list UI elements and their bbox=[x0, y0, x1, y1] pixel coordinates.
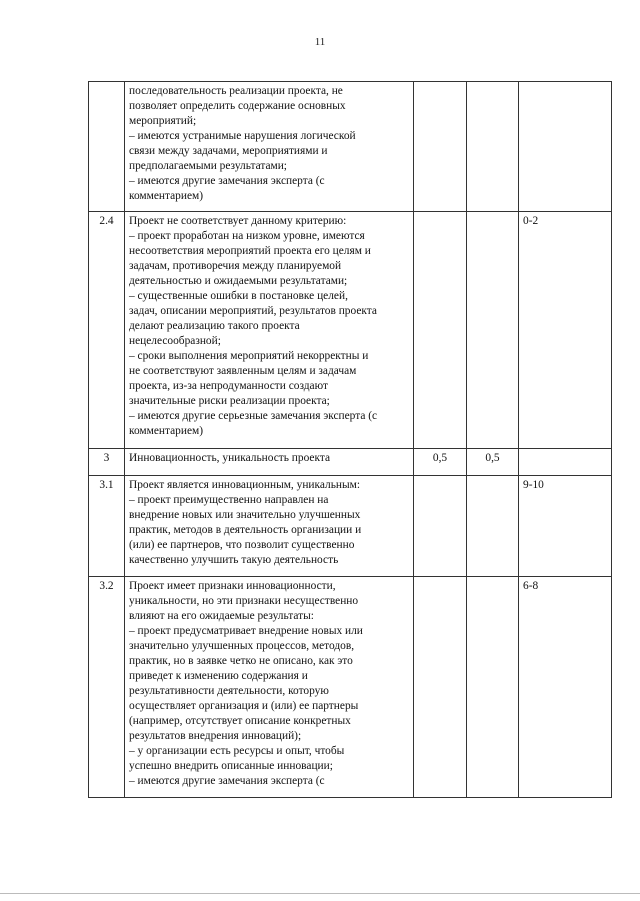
criterion-number bbox=[89, 82, 125, 212]
coefficient-cell bbox=[467, 577, 519, 798]
criterion-title: Инновационность, уникальность проекта bbox=[129, 452, 331, 464]
description-line: Проект не соответствует данному критерию: bbox=[129, 215, 347, 227]
weight-cell bbox=[414, 476, 467, 577]
description-line: Проект является инновационным, уникальным: bbox=[129, 479, 361, 491]
description-line: делают реализацию такого проекта bbox=[129, 320, 300, 332]
description-line: мероприятий; bbox=[129, 115, 197, 127]
description-line: комментарием) bbox=[129, 190, 204, 202]
criterion-number: 3 bbox=[89, 449, 125, 476]
criteria-table-body bbox=[89, 82, 612, 798]
page-bottom-edge bbox=[0, 893, 640, 894]
description-line: проекта, из-за непродуманности создают bbox=[129, 380, 328, 392]
criterion-number: 3.1 bbox=[89, 476, 125, 577]
description-line: – имеются устранимые нарушения логической bbox=[129, 130, 356, 142]
description-line: (например, отсутствует описание конкретных bbox=[129, 715, 351, 727]
description-line: приведет к изменению содержания и bbox=[129, 670, 308, 682]
criterion-number: 3.2 bbox=[89, 577, 125, 798]
description-line: осуществляет организация и (или) ее партнеры bbox=[129, 700, 359, 712]
criterion-description bbox=[125, 82, 414, 212]
description-line: – проект предусматривает внедрение новых или bbox=[129, 625, 363, 637]
criterion-description bbox=[125, 212, 414, 449]
description-line: Проект имеет признаки инновационности, bbox=[129, 580, 336, 592]
description-line: практик, но в заявке четко не описано, как это bbox=[129, 655, 353, 667]
description-line: нецелесообразной; bbox=[129, 335, 221, 347]
description-line: – проект проработан на низком уровне, имеются bbox=[129, 230, 365, 242]
description-line: значительные риски реализации проекта; bbox=[129, 395, 330, 407]
description-line: – существенные ошибки в постановке целей, bbox=[129, 290, 348, 302]
score-range: 0-2 bbox=[519, 212, 612, 449]
description-line: – имеются другие замечания эксперта (с bbox=[129, 775, 325, 787]
page-number: 11 bbox=[314, 36, 326, 48]
description-line: успешно внедрить описанные инновации; bbox=[129, 760, 333, 772]
description-line: влияют на его ожидаемые результаты: bbox=[129, 610, 314, 622]
score-range bbox=[519, 82, 612, 212]
description-line: последовательность реализации проекта, не bbox=[129, 85, 343, 97]
description-line: не соответствуют заявленным целям и задачам bbox=[129, 365, 357, 377]
description-line: внедрение новых или значительно улучшенных bbox=[129, 509, 361, 521]
description-line: – имеются другие серьезные замечания эксперта (с bbox=[129, 410, 378, 422]
description-line: (или) ее партнеров, что позволит существенно bbox=[129, 539, 355, 551]
description-line: – имеются другие замечания эксперта (с bbox=[129, 175, 325, 187]
table-row bbox=[89, 449, 612, 476]
criterion-description bbox=[125, 449, 414, 476]
table-row bbox=[89, 82, 612, 212]
description-line: предполагаемыми результатами; bbox=[129, 160, 287, 172]
coefficient-cell: 0,5 bbox=[467, 449, 519, 476]
description-line: – проект преимущественно направлен на bbox=[129, 494, 329, 506]
description-line: задачам, противоречия между планируемой bbox=[129, 260, 342, 272]
coefficient-cell bbox=[467, 476, 519, 577]
description-line: позволяет определить содержание основных bbox=[129, 100, 346, 112]
description-line: – сроки выполнения мероприятий некорректны и bbox=[129, 350, 369, 362]
weight-cell bbox=[414, 577, 467, 798]
description-line: связи между задачами, мероприятиями и bbox=[129, 145, 328, 157]
description-line: задач, описании мероприятий, результатов проекта bbox=[129, 305, 377, 317]
description-line: результатов внедрения инноваций); bbox=[129, 730, 302, 742]
description-line: несоответствия мероприятий проекта его целям и bbox=[129, 245, 371, 257]
score-range: 9-10 bbox=[519, 476, 612, 577]
coefficient-cell bbox=[467, 212, 519, 449]
criteria-table bbox=[88, 81, 612, 798]
table-row bbox=[89, 577, 612, 798]
criterion-description bbox=[125, 577, 414, 798]
criterion-number: 2.4 bbox=[89, 212, 125, 449]
description-line: качественно улучшить такую деятельность bbox=[129, 554, 339, 566]
coefficient-cell bbox=[467, 82, 519, 212]
score-range bbox=[519, 449, 612, 476]
description-line: уникальности, но эти признаки несущественно bbox=[129, 595, 359, 607]
description-line: комментарием) bbox=[129, 425, 204, 437]
weight-cell bbox=[414, 212, 467, 449]
description-line: результативности деятельности, которую bbox=[129, 685, 329, 697]
description-line: – у организации есть ресурсы и опыт, чтобы bbox=[129, 745, 345, 757]
criterion-description bbox=[125, 476, 414, 577]
description-line: деятельностью и ожидаемыми результатами; bbox=[129, 275, 348, 287]
table-row bbox=[89, 212, 612, 449]
score-range: 6-8 bbox=[519, 577, 612, 798]
weight-cell: 0,5 bbox=[414, 449, 467, 476]
description-line: практик, методов в деятельность организации и bbox=[129, 524, 362, 536]
weight-cell bbox=[414, 82, 467, 212]
table-row bbox=[89, 476, 612, 577]
description-line: значительно улучшенных процессов, методов, bbox=[129, 640, 355, 652]
